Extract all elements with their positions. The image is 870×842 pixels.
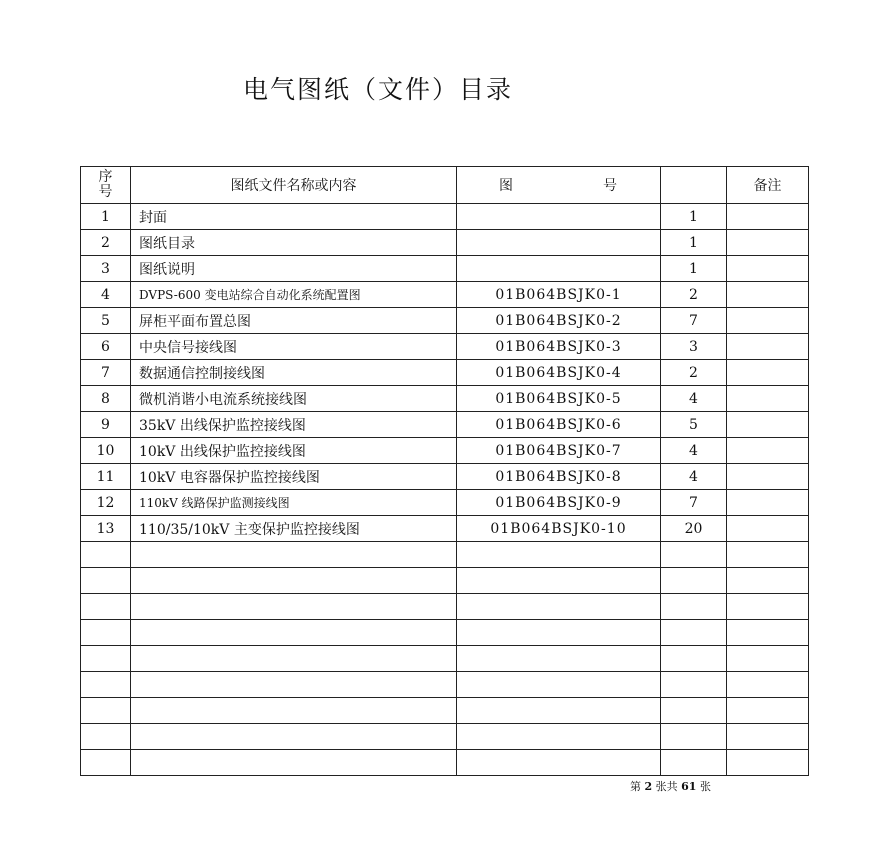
- cell-sheets: [661, 698, 727, 724]
- cell-drawing-number: 01B064BSJK0-4: [457, 360, 661, 386]
- cell-drawing-number: [457, 698, 661, 724]
- table-row: [81, 308, 809, 334]
- table-row: [81, 334, 809, 360]
- cell-name: [131, 646, 457, 672]
- cell-drawing-number: [457, 230, 661, 256]
- cell-sheets: [661, 620, 727, 646]
- table-row: [81, 750, 809, 776]
- page-footer: [630, 778, 711, 794]
- table-body: [81, 204, 809, 776]
- cell-sheets: 4: [661, 464, 727, 490]
- cell-sheets: 4: [661, 438, 727, 464]
- cell-note: [727, 204, 809, 230]
- cell-name: 110kV 线路保护监测接线图: [131, 490, 457, 516]
- cell-no: 5: [81, 308, 131, 334]
- cell-sheets: 2: [661, 360, 727, 386]
- cell-name: [131, 620, 457, 646]
- cell-no: 4: [81, 282, 131, 308]
- cell-drawing-number: 01B064BSJK0-5: [457, 386, 661, 412]
- cell-note: [727, 568, 809, 594]
- cell-drawing-number: [457, 750, 661, 776]
- cell-drawing-number: [457, 256, 661, 282]
- cell-sheets: 1: [661, 256, 727, 282]
- cell-note: [727, 516, 809, 542]
- cell-sheets: 5: [661, 412, 727, 438]
- table-row: [81, 282, 809, 308]
- cell-note: [727, 698, 809, 724]
- table-row: [81, 360, 809, 386]
- cell-note: [727, 308, 809, 334]
- cell-name: 图纸目录: [131, 230, 457, 256]
- cell-note: [727, 386, 809, 412]
- header-no: [81, 167, 131, 204]
- header-sheets: [661, 167, 727, 204]
- cell-name: 数据通信控制接线图: [131, 360, 457, 386]
- cell-no: 13: [81, 516, 131, 542]
- table-row: [81, 620, 809, 646]
- cell-note: [727, 490, 809, 516]
- table-row: [81, 594, 809, 620]
- cell-sheets: 20: [661, 516, 727, 542]
- cell-no: 2: [81, 230, 131, 256]
- cell-no: [81, 698, 131, 724]
- cell-drawing-number: 01B064BSJK0-1: [457, 282, 661, 308]
- cell-note: [727, 438, 809, 464]
- footer-total-pages: 61: [681, 780, 697, 793]
- table-row: [81, 412, 809, 438]
- table-header-row: [81, 167, 809, 204]
- table-row: [81, 568, 809, 594]
- cell-sheets: 3: [661, 334, 727, 360]
- cell-name: [131, 750, 457, 776]
- cell-sheets: 1: [661, 230, 727, 256]
- cell-drawing-number: [457, 204, 661, 230]
- cell-sheets: [661, 724, 727, 750]
- cell-no: 7: [81, 360, 131, 386]
- cell-no: [81, 594, 131, 620]
- table-row: [81, 438, 809, 464]
- cell-note: [727, 724, 809, 750]
- cell-drawing-number: 01B064BSJK0-3: [457, 334, 661, 360]
- cell-no: 10: [81, 438, 131, 464]
- table-row: [81, 698, 809, 724]
- cell-note: [727, 620, 809, 646]
- header-no-top: 序: [98, 169, 113, 185]
- cell-drawing-number: [457, 672, 661, 698]
- cell-drawing-number: [457, 724, 661, 750]
- cell-sheets: 7: [661, 490, 727, 516]
- cell-note: [727, 672, 809, 698]
- cell-note: [727, 646, 809, 672]
- cell-name: [131, 594, 457, 620]
- table-row: [81, 646, 809, 672]
- cell-drawing-number: [457, 594, 661, 620]
- cell-drawing-number: 01B064BSJK0-2: [457, 308, 661, 334]
- cell-sheets: [661, 646, 727, 672]
- drawing-catalog-table: [80, 166, 809, 776]
- cell-note: [727, 360, 809, 386]
- cell-name: 35kV 出线保护监控接线图: [131, 412, 457, 438]
- cell-drawing-number: 01B064BSJK0-8: [457, 464, 661, 490]
- cell-note: [727, 542, 809, 568]
- cell-name: [131, 698, 457, 724]
- cell-no: 9: [81, 412, 131, 438]
- cell-no: 8: [81, 386, 131, 412]
- cell-note: [727, 750, 809, 776]
- footer-prefix: 第: [630, 780, 641, 793]
- cell-note: [727, 230, 809, 256]
- cell-drawing-number: 01B064BSJK0-10: [457, 516, 661, 542]
- header-dwg-right: 号: [603, 178, 618, 194]
- cell-drawing-number: [457, 542, 661, 568]
- cell-name: [131, 568, 457, 594]
- cell-sheets: [661, 568, 727, 594]
- header-note: 备注: [727, 167, 809, 204]
- cell-no: [81, 542, 131, 568]
- cell-note: [727, 412, 809, 438]
- cell-name: 微机消谐小电流系统接线图: [131, 386, 457, 412]
- cell-drawing-number: [457, 568, 661, 594]
- cell-no: [81, 568, 131, 594]
- cell-sheets: [661, 594, 727, 620]
- cell-sheets: [661, 672, 727, 698]
- header-no-bottom: 号: [98, 184, 113, 200]
- cell-name: [131, 672, 457, 698]
- cell-name: 屏柜平面布置总图: [131, 308, 457, 334]
- cell-drawing-number: 01B064BSJK0-9: [457, 490, 661, 516]
- table-row: [81, 464, 809, 490]
- cell-no: 1: [81, 204, 131, 230]
- footer-middle: 张共: [655, 780, 678, 793]
- cell-no: [81, 672, 131, 698]
- table-row: [81, 542, 809, 568]
- cell-name: [131, 724, 457, 750]
- cell-drawing-number: 01B064BSJK0-7: [457, 438, 661, 464]
- cell-sheets: [661, 750, 727, 776]
- cell-sheets: 7: [661, 308, 727, 334]
- cell-name: DVPS-600 变电站综合自动化系统配置图: [131, 282, 457, 308]
- cell-no: [81, 750, 131, 776]
- cell-name: [131, 542, 457, 568]
- cell-no: [81, 620, 131, 646]
- header-drawing-number: [457, 167, 661, 204]
- table-row: [81, 724, 809, 750]
- table-row: [81, 204, 809, 230]
- cell-note: [727, 464, 809, 490]
- cell-no: 11: [81, 464, 131, 490]
- header-name: 图纸文件名称或内容: [131, 167, 457, 204]
- cell-sheets: 1: [661, 204, 727, 230]
- header-dwg-left: 图: [499, 178, 514, 194]
- cell-no: 3: [81, 256, 131, 282]
- footer-suffix: 张: [699, 780, 711, 793]
- cell-drawing-number: 01B064BSJK0-6: [457, 412, 661, 438]
- cell-name: 封面: [131, 204, 457, 230]
- cell-no: 12: [81, 490, 131, 516]
- cell-name: 110/35/10kV 主变保护监控接线图: [131, 516, 457, 542]
- cell-note: [727, 594, 809, 620]
- cell-sheets: 4: [661, 386, 727, 412]
- cell-name: 中央信号接线图: [131, 334, 457, 360]
- cell-sheets: 2: [661, 282, 727, 308]
- cell-drawing-number: [457, 646, 661, 672]
- footer-current-page: 2: [644, 780, 653, 793]
- cell-no: 6: [81, 334, 131, 360]
- cell-drawing-number: [457, 620, 661, 646]
- page-title: 电气图纸（文件）目录: [242, 75, 513, 104]
- table-row: [81, 256, 809, 282]
- cell-note: [727, 256, 809, 282]
- table-row: [81, 490, 809, 516]
- cell-note: [727, 334, 809, 360]
- table-row: [81, 672, 809, 698]
- cell-name: 10kV 电容器保护监控接线图: [131, 464, 457, 490]
- table-row: [81, 516, 809, 542]
- cell-name: 图纸说明: [131, 256, 457, 282]
- cell-sheets: [661, 542, 727, 568]
- cell-note: [727, 282, 809, 308]
- cell-no: [81, 646, 131, 672]
- table-row: [81, 230, 809, 256]
- cell-name: 10kV 出线保护监控接线图: [131, 438, 457, 464]
- table-row: [81, 386, 809, 412]
- cell-no: [81, 724, 131, 750]
